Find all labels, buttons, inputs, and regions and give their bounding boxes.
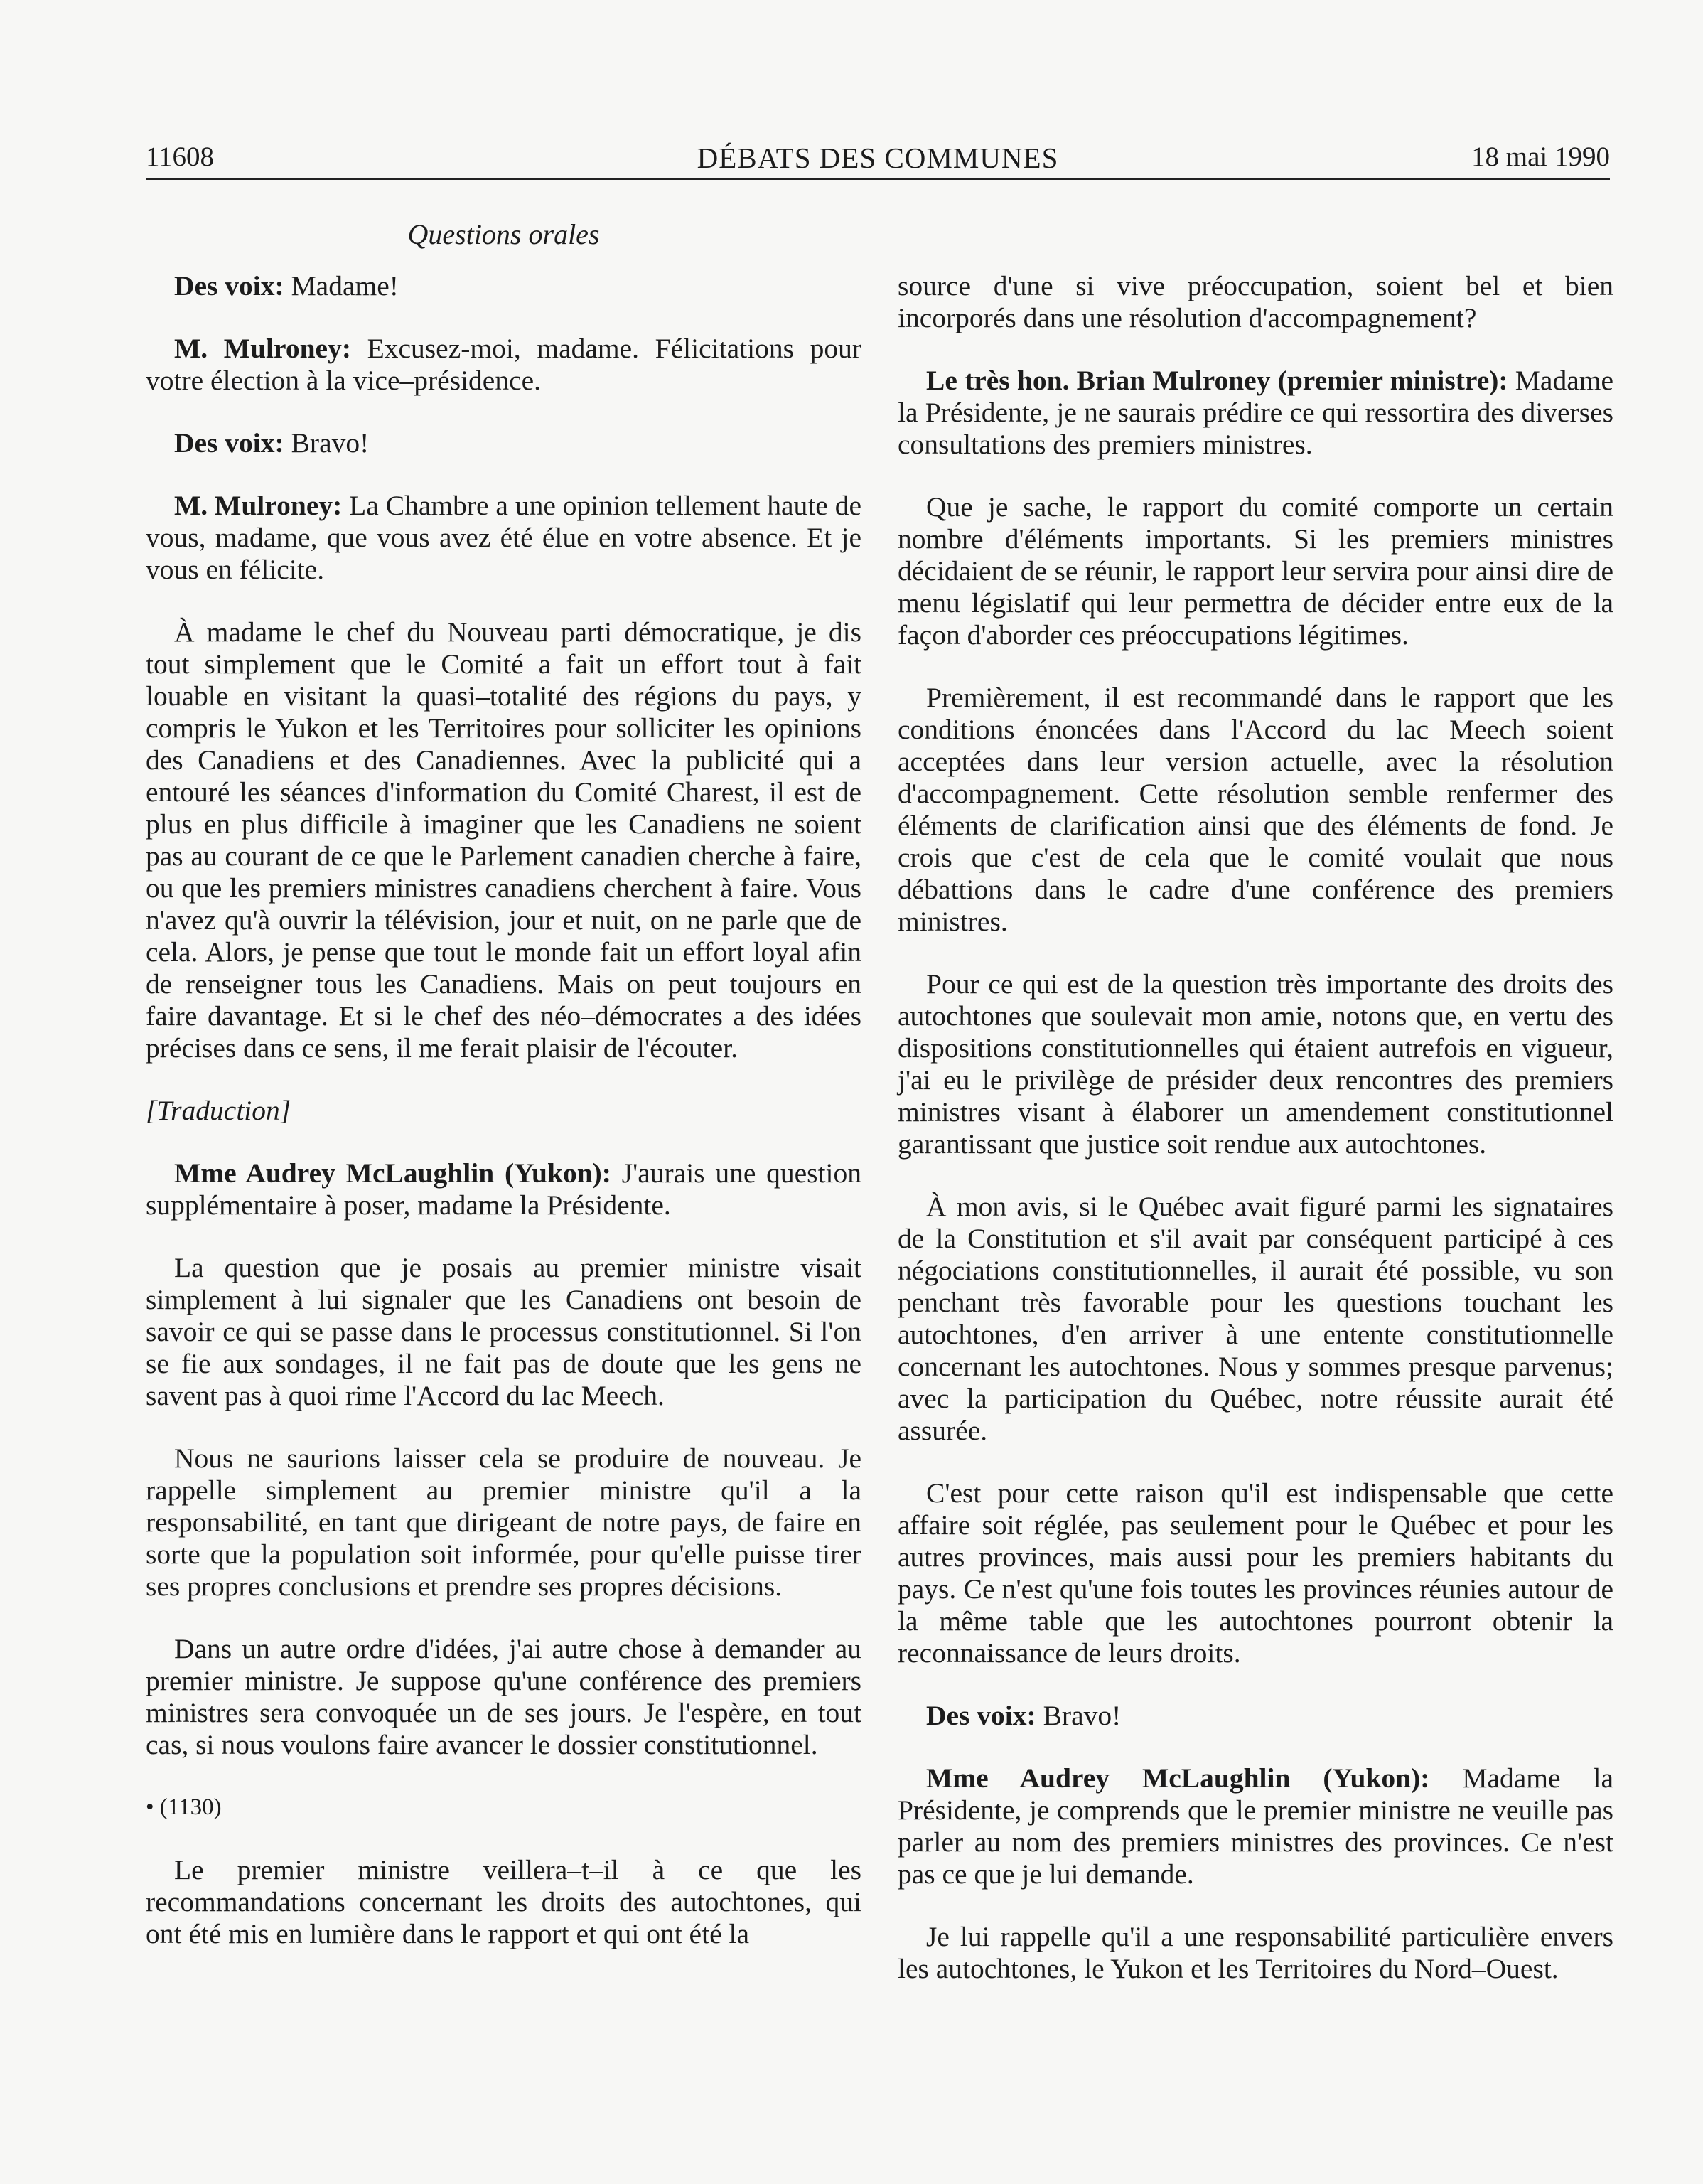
speaker-name: Des voix: [174, 270, 284, 301]
paragraph-text: À madame le chef du Nouveau parti démocratique, je dis tout simplement que le Comité a fait un effort tout à fait louable en visitant la quasi–totalité des régions du pays, y compris le Yukon et les Territoires pour solliciter les opinions des Canadiens et des Canadiennes. Avec la publicité qui a entouré les séances d'information du Comité Charest, il est de plus en plus difficile à imaginer que les Canadiens ne soient pas au courant de ce que le Parlement canadien cherche à faire, ou que les premiers ministres canadiens cherchent à faire. Vous n'avez qu'à ouvrir la télévision, jour et nuit, on ne parle que de cela. Alors, je pense que tout le monde fait un effort loyal afin de renseigner tous les Canadiens. Mais on peut toujours en faire davantage. Et si le chef des néo–démocrates a des idées précises dans ce sens, il me ferait plaisir de l'écouter. [146, 616, 861, 1064]
paragraph [146, 1252, 861, 1412]
paragraph-text: source d'une si vive préoccupation, soient bel et bien incorporés dans une résolution d'accompagnement? [898, 270, 1613, 333]
paragraph [146, 1157, 861, 1221]
page-number: 11608 [146, 141, 215, 172]
paragraph [898, 1191, 1613, 1447]
speaker-name: M. Mulroney: [174, 333, 351, 364]
paragraph [146, 1854, 861, 1950]
paragraph [146, 616, 861, 1064]
paragraph [898, 1762, 1613, 1890]
paragraph-text: Je lui rappelle qu'il a une responsabilité particulière envers les autochtones, le Yukon et les Territoires du Nord–Ouest. [898, 1921, 1613, 1984]
paragraph-text: Bravo! [1036, 1700, 1122, 1731]
speaker-name: Des voix: [174, 427, 284, 459]
paragraph-text: Dans un autre ordre d'idées, j'ai autre chose à demander au premier ministre. Je suppose qu'une conférence des premiers ministres sera convoquée un de ses jours. Je l'espère, en tout cas, si nous voulons faire avancer le dossier constitutionnel. [146, 1633, 861, 1760]
time-marker: • (1130) [146, 1794, 222, 1820]
left-column [146, 270, 861, 1981]
paragraph-text: Premièrement, il est recommandé dans le rapport que les conditions énoncées dans l'Accord du lac Meech soient acceptées dans leur version actuelle, avec la résolution d'accompagnement. Cette résolution semble renfermer des éléments de clarification ainsi que des éléments de fond. Je crois que c'est de cela que le comité voulait que nous débattions dans le cadre d'une conférence des premiers ministres. [898, 682, 1613, 937]
paragraph-text: Pour ce qui est de la question très importante des droits des autochtones que soulevait mon amie, notons que, en vertu des dispositions constitutionnelles qui étaient autrefois en vigueur, j'ai eu le privilège de présider deux rencontres des premiers ministres visant à élaborer un amendement constitutionnel garantissant que justice soit rendue aux autochtones. [898, 968, 1613, 1160]
paragraph [898, 968, 1613, 1160]
paragraph [898, 1477, 1613, 1669]
paragraph-text: Madame la Présidente, je comprends que le premier ministre ne veuille pas parler au nom des premiers ministres des provinces. Ce n'est pas ce que je lui demande. [898, 1762, 1613, 1890]
page-header [146, 141, 1610, 180]
speaker-name: Le très hon. Brian Mulroney (premier ministre): [926, 365, 1508, 396]
paragraph-text: Bravo! [284, 427, 370, 459]
paragraph [898, 491, 1613, 651]
right-column [898, 270, 1613, 2016]
paragraph [146, 490, 861, 586]
speaker-name: Des voix: [926, 1700, 1036, 1731]
paragraph [146, 1633, 861, 1761]
paragraph-text: Madame la Présidente, je ne saurais prédire ce qui ressortira des diverses consultations des premiers ministres. [898, 365, 1613, 460]
speaker-name: Mme Audrey McLaughlin (Yukon): [926, 1762, 1430, 1794]
paragraph-text: La Chambre a une opinion tellement haute de vous, madame, que vous avez été élue en votre absence. Et je vous en félicite. [146, 490, 862, 585]
paragraph-text: À mon avis, si le Québec avait figuré parmi les signataires de la Constitution et s'il avait par conséquent participé à ces négociations constitutionnelles, il aurait été possible, vu son penchant très favorable pour les questions touchant les autochtones, d'en arriver à une entente constitutionnelle concernant les autochtones. Nous y sommes presque parvenus; avec la participation du Québec, notre réussite aurait été assurée. [898, 1191, 1613, 1446]
paragraph-text: J'aurais une question supplémentaire à poser, madame la Présidente. [146, 1157, 861, 1221]
paragraph-text: Excusez-moi, madame. Félicitations pour votre élection à la vice–présidence. [146, 333, 861, 396]
speaker-name: M. Mulroney: [174, 490, 343, 521]
speaker-name: Mme Audrey McLaughlin (Yukon): [174, 1157, 611, 1189]
paragraph [146, 1442, 861, 1602]
paragraph [898, 1921, 1613, 1985]
paragraph-text: Le premier ministre veillera–t–il à ce que les recommandations concernant les droits des autochtones, qui ont été mis en lumière dans le rapport et qui ont été la [146, 1854, 861, 1949]
paragraph [898, 682, 1613, 938]
paragraph [898, 270, 1613, 334]
paragraph-text: La question que je posais au premier ministre visait simplement à lui signaler que les Canadiens ont besoin de savoir ce qui se passe dans le processus constitutionnel. Si l'on se fie aux sondages, il ne fait pas de doute que les gens ne savent pas à quoi rime l'Accord du lac Meech. [146, 1252, 861, 1411]
paragraph-text: Nous ne saurions laisser cela se produire de nouveau. Je rappelle simplement au premier ministre qu'il a la responsabilité, en tant que dirigeant de notre pays, de faire en sorte que la population soit informée, pour qu'elle puisse tirer ses propres conclusions et prendre ses propres décisions. [146, 1442, 861, 1602]
paragraph [146, 270, 861, 302]
paragraph-text: Que je sache, le rapport du comité comporte un certain nombre d'éléments importants. Si les premiers ministres décidaient de se réunir, le rapport leur servira pour ainsi dire de menu législatif qui leur permettra de décider entre eux de la façon d'aborder ces préoccupations légitimes. [898, 491, 1613, 651]
paragraph-text: C'est pour cette raison qu'il est indispensable que cette affaire soit réglée, pas seulement pour le Québec et pour les autres provinces, mais aussi pour les premiers habitants du pays. Ce n'est qu'une fois toutes les provinces réunies autour de la même table que les autochtones pourront obtenir la reconnaissance de leurs droits. [898, 1477, 1613, 1669]
paragraph [898, 1700, 1613, 1732]
publication-title: DÉBATS DES COMMUNES [697, 141, 1059, 174]
publication-date: 18 mai 1990 [1471, 141, 1610, 172]
paragraph [898, 365, 1613, 461]
paragraph [146, 333, 861, 397]
paragraph [146, 427, 861, 459]
section-title: Questions orales [407, 218, 600, 250]
paragraph-text: Madame! [284, 270, 399, 301]
translation-marker: [Traduction] [146, 1095, 291, 1126]
